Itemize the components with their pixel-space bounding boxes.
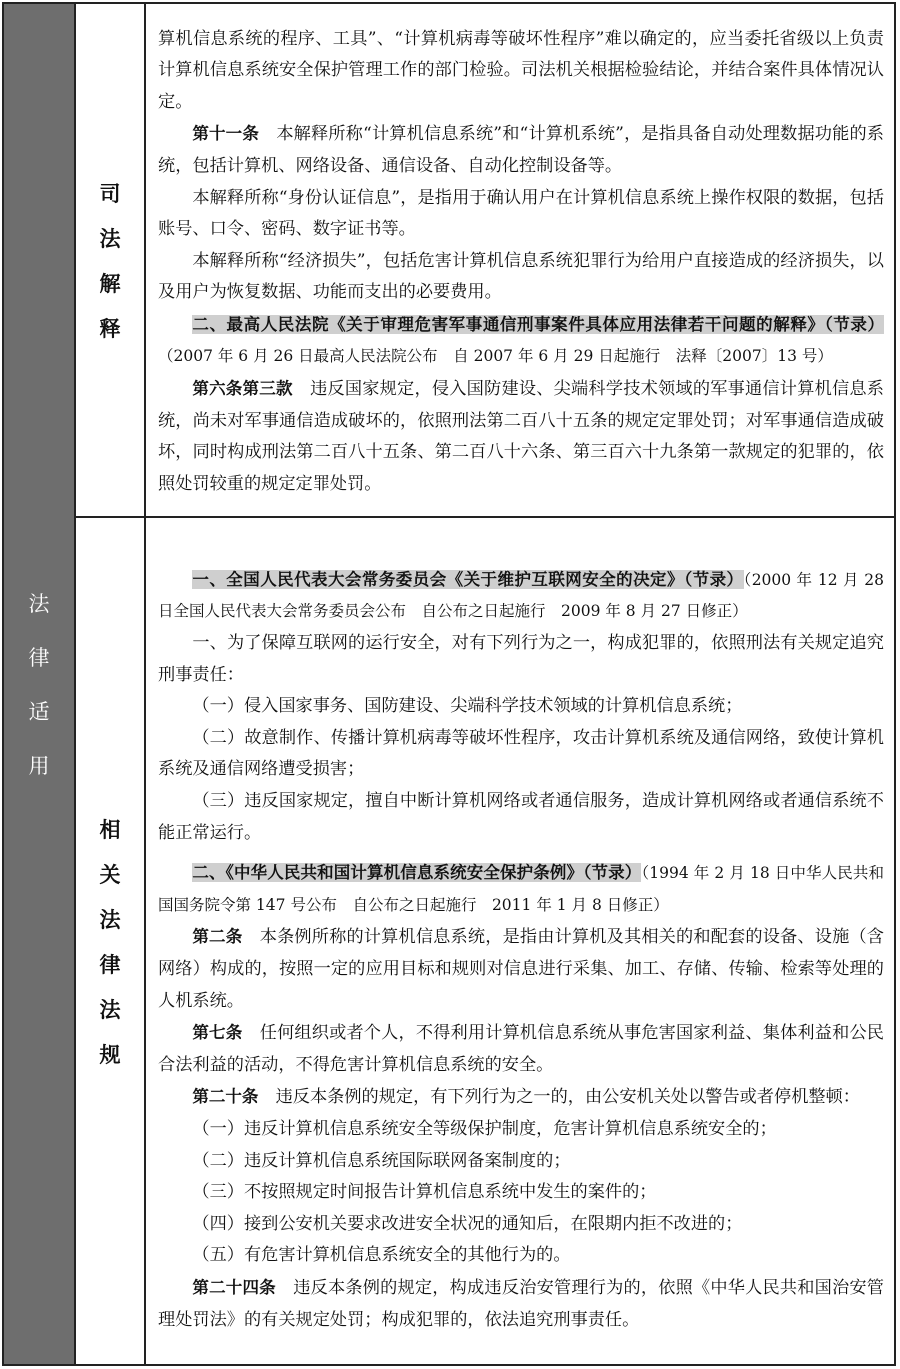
judicial-label-char: 释: [99, 316, 121, 341]
article-20-item: （四）接到公安机关要求改进安全状况的通知后，在限期内拒不改进的；: [192, 1213, 743, 1234]
decision-item: （一）侵入国家事务、国防建设、尖端科学技术领域的计算机信息系统；: [192, 696, 743, 717]
decision-item: （二）故意制作、传播计算机病毒等破坏性程序，攻击计算机系统及通信网络，致使计算机系统及通信网络遭受损害；: [158, 727, 884, 780]
related-label-char: 律: [99, 952, 121, 977]
section-2-heading: [158, 309, 884, 373]
article-11: [158, 118, 884, 182]
loss-definition: 本解释所称“经济损失”，包括危害计算机信息系统犯罪行为给用户直接造成的经济损失，以及用户为恢复数据、功能而支出的必要费用。: [158, 250, 884, 303]
decision-source: （2000 年 12 月 28 日全国人民代表大会常务委员会公布 自公布之日起施行 2009 年 8 月 27 日修正）: [158, 570, 885, 621]
outer-label-char: 法: [28, 592, 50, 616]
article-7: [158, 1017, 884, 1081]
judicial-label-char: 解: [99, 271, 121, 296]
outer-label-cell: [3, 3, 75, 1365]
article-20-item: （一）违反计算机信息系统安全等级保护制度，危害计算机信息系统安全的；: [192, 1118, 777, 1139]
judicial-label-char: 法: [99, 226, 121, 251]
related-label: [76, 814, 144, 1069]
article-24-text: 违反本条例的规定，构成违反治安管理行为的，依照《中华人民共和国治安管理处罚法》的有关规定处罚；构成犯罪的，依法追究刑事责任。: [158, 1277, 884, 1330]
section-gap: [158, 849, 884, 857]
outer-label: [4, 588, 74, 780]
related-label-cell: [75, 517, 145, 1365]
article-24: [158, 1272, 884, 1336]
outer-label-char: 用: [28, 754, 50, 778]
judicial-label-char: 司: [99, 181, 121, 206]
judicial-paragraph: 算机信息系统的程序、工具”、“计算机病毒等破坏性程序”难以确定的，应当委托省级以上负责计算机信息系统安全保护管理工作的部门检验。司法机关根据检验结论，并结合案件具体情况认定。: [158, 28, 884, 112]
related-label-char: 法: [99, 907, 121, 932]
decision-title: 一、全国人民代表大会常务委员会《关于维护互联网安全的决定》（节录）: [192, 569, 744, 589]
article-6-title: 第六条第三款: [192, 379, 293, 399]
article-20-title: 第二十条: [192, 1087, 259, 1107]
related-label-char: 关: [99, 862, 121, 887]
article-20-text: 违反本条例的规定，有下列行为之一的，由公安机关处以警告或者停机整顿：: [275, 1087, 860, 1108]
article-2-title: 第二条: [192, 927, 243, 947]
article-20-item: （二）违反计算机信息系统国际联网备案制度的；: [192, 1150, 571, 1171]
article-20: [158, 1081, 884, 1114]
outer-label-char: 律: [28, 646, 50, 670]
law-table-page: [2, 2, 896, 1364]
related-content: [146, 546, 894, 1336]
article-6-text: 违反国家规定，侵入国防建设、尖端科学技术领域的军事通信计算机信息系统，尚未对军事通信造成破坏的，依照刑法第二百八十五条的规定定罪处罚；对军事通信造成破坏，同时构成刑法第二百八十五条、第二百八十六条、第三百六十九条第一款规定的犯罪的，依照处罚较重的规定定罪处罚。: [158, 379, 884, 494]
judicial-label-cell: [75, 3, 145, 517]
article-6: [158, 373, 884, 500]
law-table: [2, 2, 896, 1366]
article-24-title: 第二十四条: [192, 1277, 276, 1297]
judicial-label: [76, 178, 144, 343]
decision-paragraph: 一、为了保障互联网的运行安全，对有下列行为之一，构成犯罪的，依照刑法有关规定追究刑事责任：: [158, 633, 884, 685]
related-label-char: 规: [99, 1042, 121, 1067]
related-content-cell: [145, 517, 895, 1365]
section-2-source: （2007 年 6 月 26 日最高人民法院公布 自 2007 年 6 月 29 日起施行 法释〔2007〕13 号）: [158, 347, 833, 366]
decision-heading: [158, 564, 884, 628]
regulation-title: 二、《中华人民共和国计算机信息系统安全保护条例》（节录）: [192, 863, 642, 883]
judicial-content-cell: [145, 3, 895, 517]
outer-label-char: 适: [28, 700, 50, 724]
article-7-title: 第七条: [192, 1023, 243, 1043]
related-label-char: 法: [99, 997, 121, 1022]
identity-definition: 本解释所称“身份认证信息”，是指用于确认用户在计算机信息系统上操作权限的数据，包括账号、口令、密码、数字证书等。: [158, 187, 884, 240]
article-11-title: 第十一条: [192, 124, 259, 144]
article-7-text: 任何组织或者个人，不得利用计算机信息系统从事危害国家利益、集体利益和公民合法利益的活动，不得危害计算机信息系统的安全。: [158, 1023, 884, 1075]
article-20-item: （五）有危害计算机信息系统安全的其他行为的。: [192, 1245, 571, 1266]
article-20-item: （三）不按照规定时间报告计算机信息系统中发生的案件的；: [192, 1182, 657, 1203]
related-label-char: 相: [99, 817, 121, 842]
article-2-text: 本条例所称的计算机信息系统，是指由计算机及其相关的和配套的设备、设施（含网络）构成的，按照一定的应用目标和规则对信息进行采集、加工、存储、传输、检索等处理的人机系统。: [158, 927, 884, 1011]
article-11-text: 本解释所称“计算机信息系统”和“计算机系统”，是指具备自动处理数据功能的系统，包括计算机、网络设备、通信设备、自动化控制设备等。: [158, 124, 884, 176]
article-2: [158, 921, 884, 1017]
decision-item: （三）违反国家规定，擅自中断计算机网络或者通信服务，造成计算机网络或者通信系统不能正常运行。: [158, 791, 884, 843]
judicial-content: [146, 20, 894, 501]
regulation-source: （1994 年 2 月 18 日中华人民共和国国务院令第 147 号公布 自公布之日起施行 2011 年 1 月 8 日修正）: [158, 864, 885, 914]
section-2-title: 二、最高人民法院《关于审理危害军事通信刑事案件具体应用法律若干问题的解释》（节录）: [192, 314, 884, 334]
regulation-heading: [158, 857, 884, 921]
